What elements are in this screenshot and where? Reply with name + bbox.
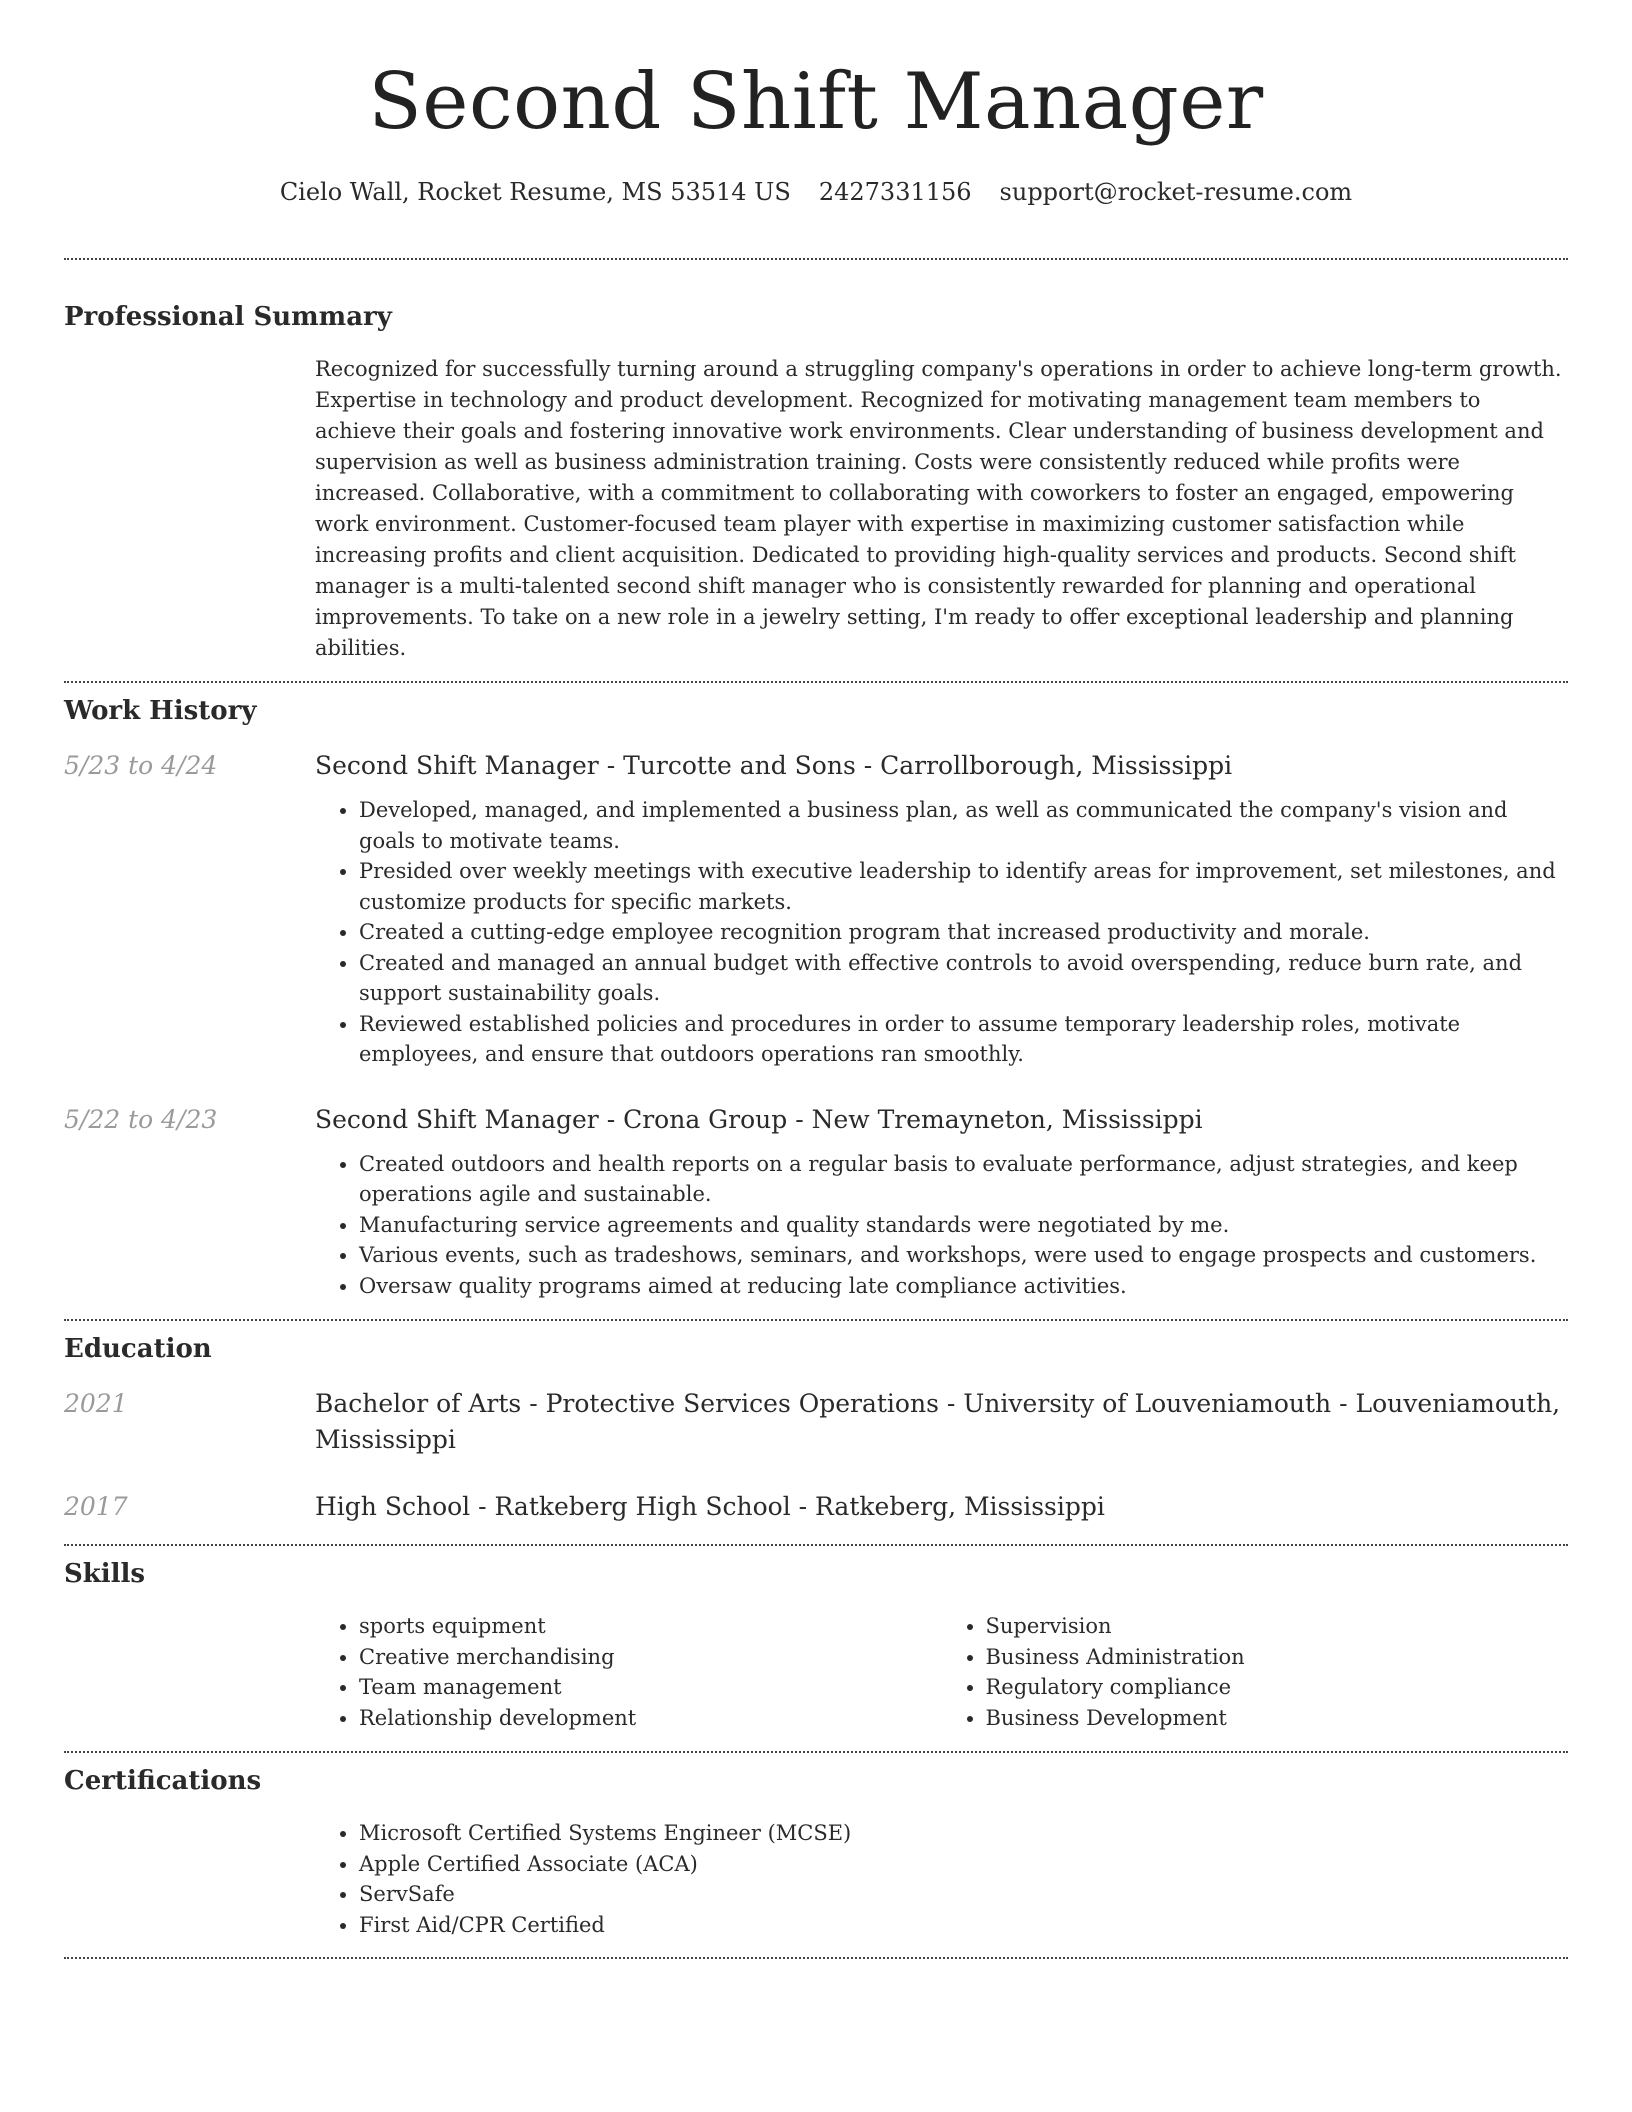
job-details [315, 795, 1568, 1070]
education-entry [64, 1489, 1568, 1525]
skill-item: • Team management [359, 1672, 942, 1703]
divider [64, 1751, 1568, 1753]
section-title-work-history: Work History [64, 696, 257, 726]
list-item: • Created and managed an annual budget with effective controls to avoid overspending, reduce burn rate, and support sustainability goals. [359, 948, 1568, 1009]
certification-item: • First Aid/CPR Certified [359, 1910, 1568, 1941]
summary-content [315, 354, 1568, 664]
job-entry [64, 1102, 1568, 1138]
education-year: 2021 [64, 1389, 128, 1418]
job-dates: 5/23 to 4/24 [64, 751, 218, 780]
education-section [64, 1332, 1568, 1525]
list-item: • Reviewed established policies and procedures in order to assume temporary leadership roles, motivate employees, and ensure that outdoors operations ran smoothly. [359, 1009, 1568, 1070]
divider [64, 1319, 1568, 1321]
skill-item: • sports equipment [359, 1611, 942, 1642]
job-bullets [315, 1149, 1568, 1302]
work-history-section [64, 694, 1568, 1301]
list-item: • Various events, such as tradeshows, seminars, and workshops, were used to engage prospects and customers. [359, 1240, 1568, 1271]
skills-list-left [315, 1611, 942, 1733]
skill-item: • Business Administration [986, 1642, 1569, 1673]
list-item: • Developed, managed, and implemented a business plan, as well as communicated the company's vision and goals to motivate teams. [359, 795, 1568, 856]
job-details [315, 1149, 1568, 1302]
education-entry [64, 1386, 1568, 1458]
section-title-skills: Skills [64, 1559, 146, 1589]
certifications-content [315, 1818, 1568, 1940]
job-dates: 5/22 to 4/23 [64, 1104, 218, 1134]
contact-phone: 2427331156 [818, 178, 972, 206]
list-item: • Created a cutting-edge employee recognition program that increased productivity and morale. [359, 917, 1568, 948]
skills-list-right [942, 1611, 1569, 1733]
contact-email: support@rocket-resume.com [999, 178, 1353, 206]
certification-item: • Apple Certified Associate (ACA) [359, 1849, 1568, 1880]
resume-name: Second Shift Manager [368, 57, 1264, 147]
certifications-section [64, 1764, 1568, 1940]
skill-item: • Creative merchandising [359, 1642, 942, 1673]
summary-section [64, 300, 1568, 664]
education-heading: Bachelor of Arts - Protective Services Operations - University of Louveniamouth - Louveniamouth, Mississippi [315, 1389, 1561, 1454]
skill-item: • Regulatory compliance [986, 1672, 1569, 1703]
divider [64, 1544, 1568, 1546]
section-title-education: Education [64, 1334, 212, 1364]
education-year: 2017 [64, 1492, 128, 1521]
job-entry [64, 748, 1568, 784]
education-heading: High School - Ratkeberg High School - Ratkeberg, Mississippi [315, 1492, 1105, 1521]
divider [64, 1957, 1568, 1959]
skill-item: • Supervision [986, 1611, 1569, 1642]
skills-section [64, 1557, 1568, 1733]
skill-item: • Business Development [986, 1703, 1569, 1734]
job-heading: Second Shift Manager - Crona Group - New Tremayneton, Mississippi [315, 1104, 1203, 1134]
summary-text: Recognized for successfully turning around a struggling company's operations in order to achieve long-term growth. Expertise in technology and product development. Recognized for motivating management team members to achieve their goals and fostering innovative work environments. Clear understanding of business development and supervision as well as business administration training. Costs were consistently reduced while profits were increased. Collaborative, with a commitment to collaborating with coworkers to foster an engaged, empowering work environment. Customer-focused team player with expertise in maximizing customer satisfaction while increasing profits and client acquisition. Dedicated to providing high-quality services and products. Second shift manager is a multi-talented second shift manager who is consistently rewarded for planning and operational improvements. To take on a new role in a jewelry setting, I'm ready to offer exceptional leadership and planning abilities. [315, 357, 1562, 660]
list-item: • Presided over weekly meetings with executive leadership to identify areas for improvement, set milestones, and customize products for specific markets. [359, 856, 1568, 917]
section-title-summary: Professional Summary [64, 302, 392, 332]
list-item: • Oversaw quality programs aimed at reducing late compliance activities. [359, 1271, 1568, 1302]
list-item: • Created outdoors and health reports on a regular basis to evaluate performance, adjust strategies, and keep operations agile and sustainable. [359, 1149, 1568, 1210]
job-heading: Second Shift Manager - Turcotte and Sons - Carrollborough, Mississippi [315, 751, 1233, 780]
certification-item: • Microsoft Certified Systems Engineer (MCSE) [359, 1818, 1568, 1849]
certification-item: • ServSafe [359, 1879, 1568, 1910]
contact-address: Cielo Wall, Rocket Resume, MS 53514 US [279, 178, 791, 206]
divider [64, 681, 1568, 683]
certifications-list [315, 1818, 1568, 1940]
job-bullets [315, 795, 1568, 1070]
section-title-certifications: Certifications [64, 1766, 262, 1796]
skills-grid [315, 1611, 1568, 1733]
list-item: • Manufacturing service agreements and quality standards were negotiated by me. [359, 1210, 1568, 1241]
skill-item: • Relationship development [359, 1703, 942, 1734]
divider [64, 258, 1568, 260]
contact-info [64, 176, 1568, 208]
